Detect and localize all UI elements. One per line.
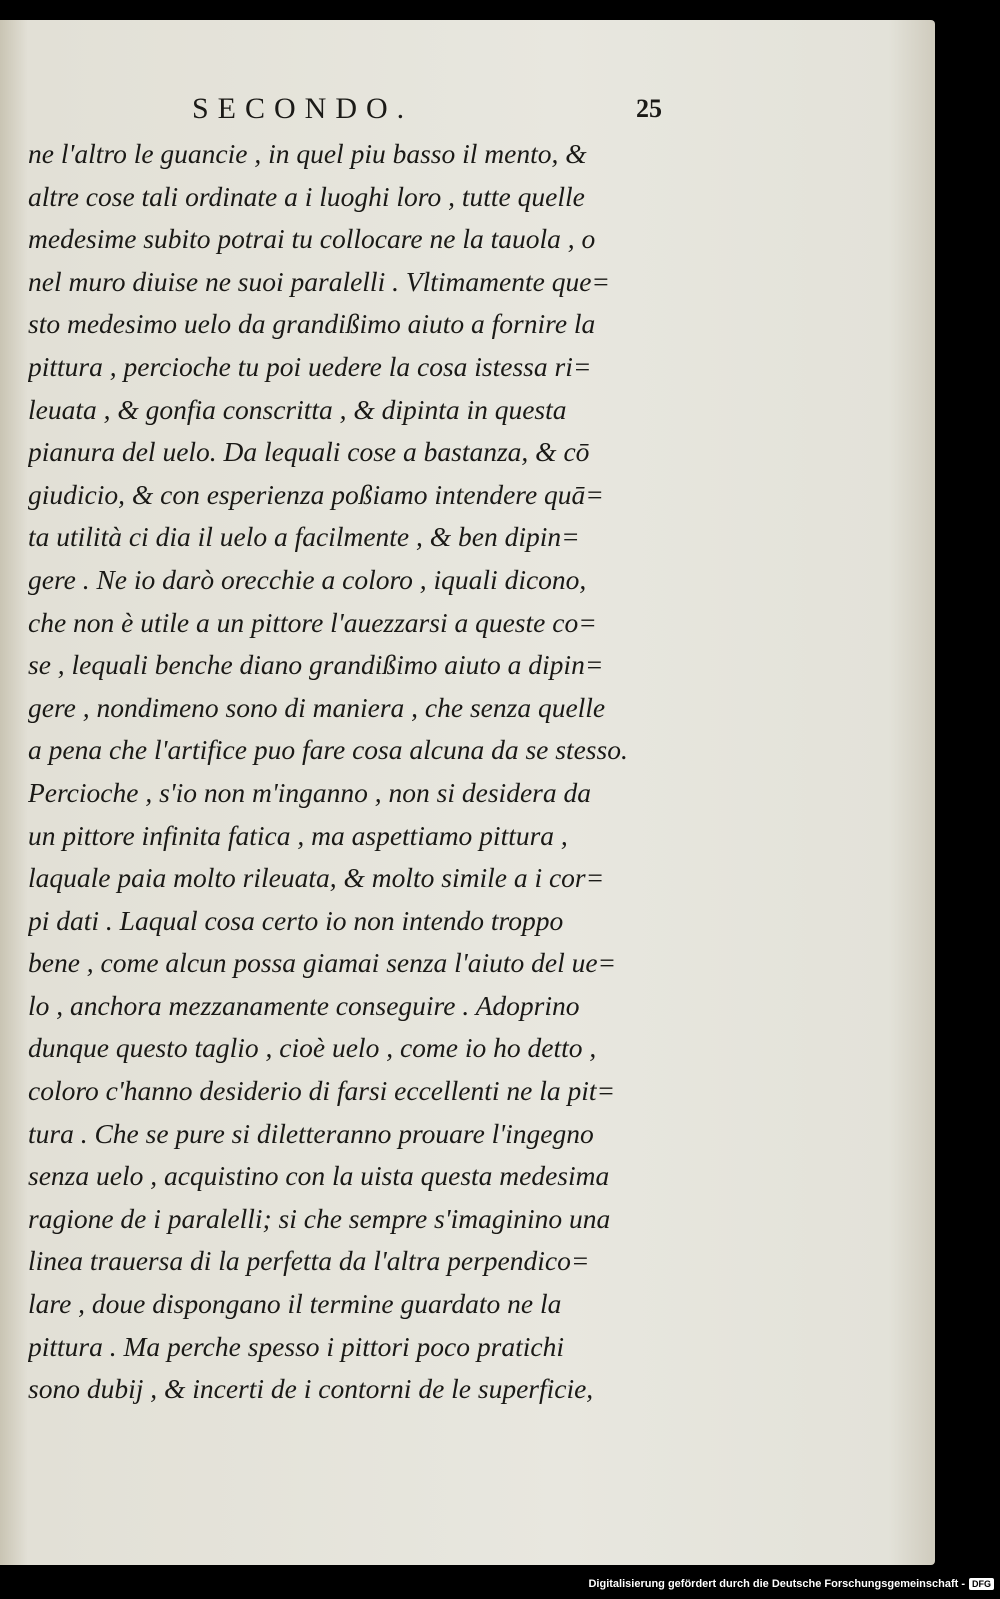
page-number: 25 bbox=[636, 94, 662, 123]
text-line: pittura , percioche tu poi uedere la cosa istessa ri= bbox=[28, 350, 592, 382]
text-line: tura . Che se pure si diletteranno prouare l'ingegno bbox=[28, 1117, 594, 1149]
digitization-footer bbox=[588, 1573, 994, 1595]
text-line: ragione de i paralelli; si che sempre s'imaginino una bbox=[28, 1202, 611, 1234]
text-line: coloro c'hanno desiderio di farsi eccellenti ne la pit= bbox=[28, 1075, 616, 1107]
body-text bbox=[28, 133, 728, 1411]
text-line: che non è utile a un pittore l'auezzarsi a queste co= bbox=[28, 606, 597, 638]
text-line: altre cose tali ordinate a i luoghi loro , tutte quelle bbox=[28, 180, 585, 212]
text-line: un pittore infinita fatica , ma aspettiamo pittura , bbox=[28, 819, 568, 851]
text-line: ne l'altro le guancie , in quel piu basso il mento, & bbox=[28, 138, 587, 169]
text-line: laquale paia molto rileuata, & molto simile a i cor= bbox=[28, 862, 605, 894]
text-line: sono dubij , & incerti de i contorni de le superficie, bbox=[28, 1373, 594, 1405]
text-line: a pena che l'artifice puo fare cosa alcuna da se stesso. bbox=[28, 734, 628, 766]
page-header bbox=[0, 92, 935, 132]
text-line: dunque questo taglio , cioè uelo , come io ho detto , bbox=[28, 1032, 597, 1064]
text-line: sto medesimo uelo da grandißimo aiuto a fornire la bbox=[28, 308, 596, 340]
text-line: pittura . Ma perche spesso i pittori poco pratichi bbox=[28, 1330, 564, 1362]
text-line: bene , come alcun possa giamai senza l'aiuto del ue= bbox=[28, 947, 617, 979]
text-line: nel muro diuise ne suoi paralelli . Vltimamente que= bbox=[28, 265, 610, 297]
text-line: se , lequali benche diano grandißimo aiuto a dipin= bbox=[28, 649, 604, 681]
text-line: lare , doue dispongano il termine guardato ne la bbox=[28, 1288, 562, 1320]
text-line: pianura del uelo. Da lequali cose a bastanza, & cō bbox=[28, 436, 590, 468]
running-title: SECONDO. bbox=[192, 92, 414, 125]
text-line: linea trauersa di la perfetta da l'altra perpendico= bbox=[28, 1245, 590, 1277]
text-line: medesime subito potrai tu collocare ne la tauola , o bbox=[28, 223, 596, 255]
footer-credit: Digitalisierung gefördert durch die Deutsche Forschungsgemeinschaft - bbox=[588, 1578, 965, 1590]
text-line: gere . Ne io darò orecchie a coloro , iquali dicono, bbox=[28, 563, 587, 595]
text-line: giudicio, & con esperienza poßiamo intendere quā= bbox=[28, 478, 604, 510]
text-line: leuata , & gonfia conscritta , & dipinta in questa bbox=[28, 393, 567, 425]
text-line: pi dati . Laqual cosa certo io non intendo troppo bbox=[28, 904, 564, 936]
text-line: Percioche , s'io non m'inganno , non si desidera da bbox=[28, 776, 591, 808]
text-line: gere , nondimeno sono di maniera , che senza quelle bbox=[28, 691, 606, 723]
dfg-logo: DFG bbox=[969, 1578, 994, 1590]
book-page bbox=[0, 20, 935, 1565]
text-line: lo , anchora mezzanamente conseguire . Adoprino bbox=[28, 989, 580, 1021]
text-line: ta utilità ci dia il uelo a facilmente , & ben dipin= bbox=[28, 521, 580, 553]
text-line: senza uelo , acquistino con la uista questa medesima bbox=[28, 1160, 610, 1192]
